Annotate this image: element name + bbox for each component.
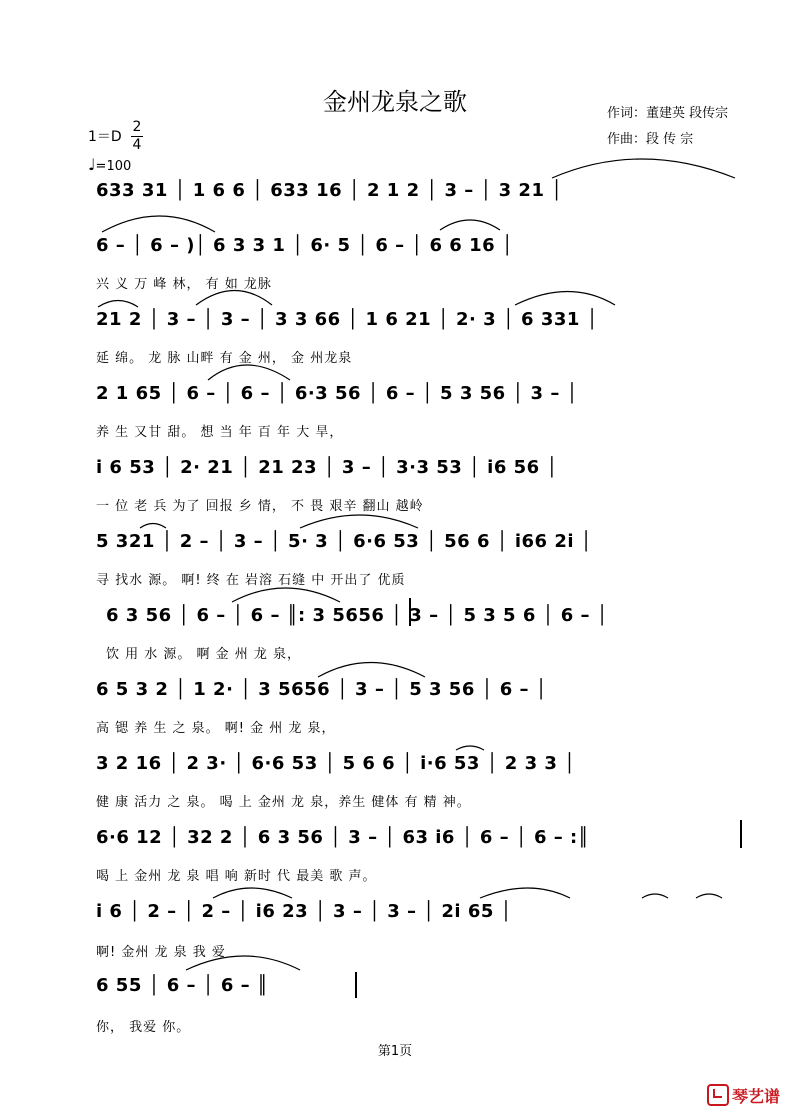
slur xyxy=(642,894,668,898)
slur xyxy=(552,159,735,178)
slur xyxy=(186,956,300,970)
qinyipu-logo-icon xyxy=(707,1084,729,1106)
watermark-logo xyxy=(707,1084,780,1107)
lyric-line: 饮 用 水 源。 啊 金 州 龙 泉， xyxy=(106,647,302,662)
lyric-line: 高 锶 养 生 之 泉。 啊! 金 州 龙 泉， xyxy=(96,721,336,736)
key-signature: 1＝D xyxy=(88,129,122,145)
lyric-line: 兴 义 万 峰 林， 有 如 龙脉 xyxy=(96,277,272,292)
time-signature-bottom: 4 xyxy=(132,137,142,153)
slur xyxy=(196,291,272,306)
slur xyxy=(300,515,418,528)
slur xyxy=(440,220,500,230)
notation-row: 21 2 │ 3 – │ 3 – │ 3 3 66 │ 1 6 21 │ 2· 3 │ 6 331 │ xyxy=(96,309,599,330)
lyric-line: 养 生 又甘 甜。 想 当 年 百 年 大 旱， xyxy=(96,425,344,440)
slur xyxy=(140,524,166,529)
notation-row: 3 2 16 │ 2 3· │ 6·6 53 │ 5 6 6 │ i·6 53 │ 2 3 3 │ xyxy=(96,753,576,774)
tempo-value: =100 xyxy=(95,159,132,174)
notation-row: 6 5 3 2 │ 1 2· │ 3 5656 │ 3 – │ 5 3 56 │ 6 – │ xyxy=(96,679,548,700)
time-signature-top: 2 xyxy=(132,119,142,135)
slur xyxy=(515,292,615,306)
notation-row: 5 321 │ 2 – │ 3 – │ 5· 3 │ 6·6 53 │ 56 6 │ i66 2i │ xyxy=(96,531,593,552)
lyric-line: 寻 找水 源。 啊! 终 在 岩溶 石缝 中 开出了 优质 xyxy=(96,573,406,588)
slur xyxy=(696,894,722,898)
page-number: 第1页 xyxy=(377,1044,413,1059)
notation-row: i 6 53 │ 2· 21 │ 21 23 │ 3 – │ 3·3 53 │ i6 56 │ xyxy=(96,457,558,478)
lyric-line: 一 位 老 兵 为了 回报 乡 情， 不 畏 艰辛 翻山 越岭 xyxy=(96,499,424,514)
notation-row: 6·6 12 │ 32 2 │ 6 3 56 │ 3 – │ 63 i6 │ 6 – │ 6 – :║ xyxy=(96,827,590,848)
quarter-note-icon: ♩ xyxy=(88,155,96,174)
notation-row: 2 1 65 │ 6 – │ 6 – │ 6·3 56 │ 6 – │ 5 3 56 │ 3 – │ xyxy=(96,383,578,404)
watermark-text: 琴艺谱 xyxy=(732,1087,781,1106)
notation-row: 633 31 │ 1 6 6 │ 633 16 │ 2 1 2 │ 3 – │ 3 21 │ xyxy=(96,180,563,201)
notation-row: 6 – │ 6 – )│ 6 3 3 1 │ 6· 5 │ 6 – │ 6 6 16 │ xyxy=(96,235,514,256)
notation-row: 6 3 56 │ 6 – │ 6 – ║: 3 5656 │ 3 – │ 5 3 5 6 │ 6 – │ xyxy=(106,605,609,626)
slur xyxy=(480,888,570,898)
slur xyxy=(232,588,340,602)
notation-row: i 6 │ 2 – │ 2 – │ i6 23 │ 3 – │ 3 – │ 2i 65 │ xyxy=(96,901,512,922)
slur xyxy=(208,365,290,380)
lyricist-credit: 作词：董建英 段传宗 xyxy=(607,106,729,121)
lyric-line: 延 绵。 龙 脉 山畔 有 金 州， 金 州龙泉 xyxy=(96,351,353,366)
slur xyxy=(98,301,138,308)
slur xyxy=(318,663,425,678)
lyric-line: 喝 上 金州 龙 泉 唱 响 新时 代 最美 歌 声。 xyxy=(96,869,377,884)
composer-credit: 作曲：段 传 宗 xyxy=(607,132,694,147)
lyric-line: 你， 我爱 你。 xyxy=(96,1020,191,1035)
notation-row: 6 55 │ 6 – │ 6 – ║ xyxy=(96,975,269,996)
song-title: 金州龙泉之歌 xyxy=(323,88,467,116)
slur xyxy=(213,888,292,898)
lyric-line: 健 康 活力 之 泉。 喝 上 金州 龙 泉，养生 健体 有 精 神。 xyxy=(96,795,471,810)
slur xyxy=(456,746,484,750)
slur xyxy=(102,216,215,232)
lyric-line: 啊! 金州 龙 泉 我 爱 xyxy=(96,945,226,960)
